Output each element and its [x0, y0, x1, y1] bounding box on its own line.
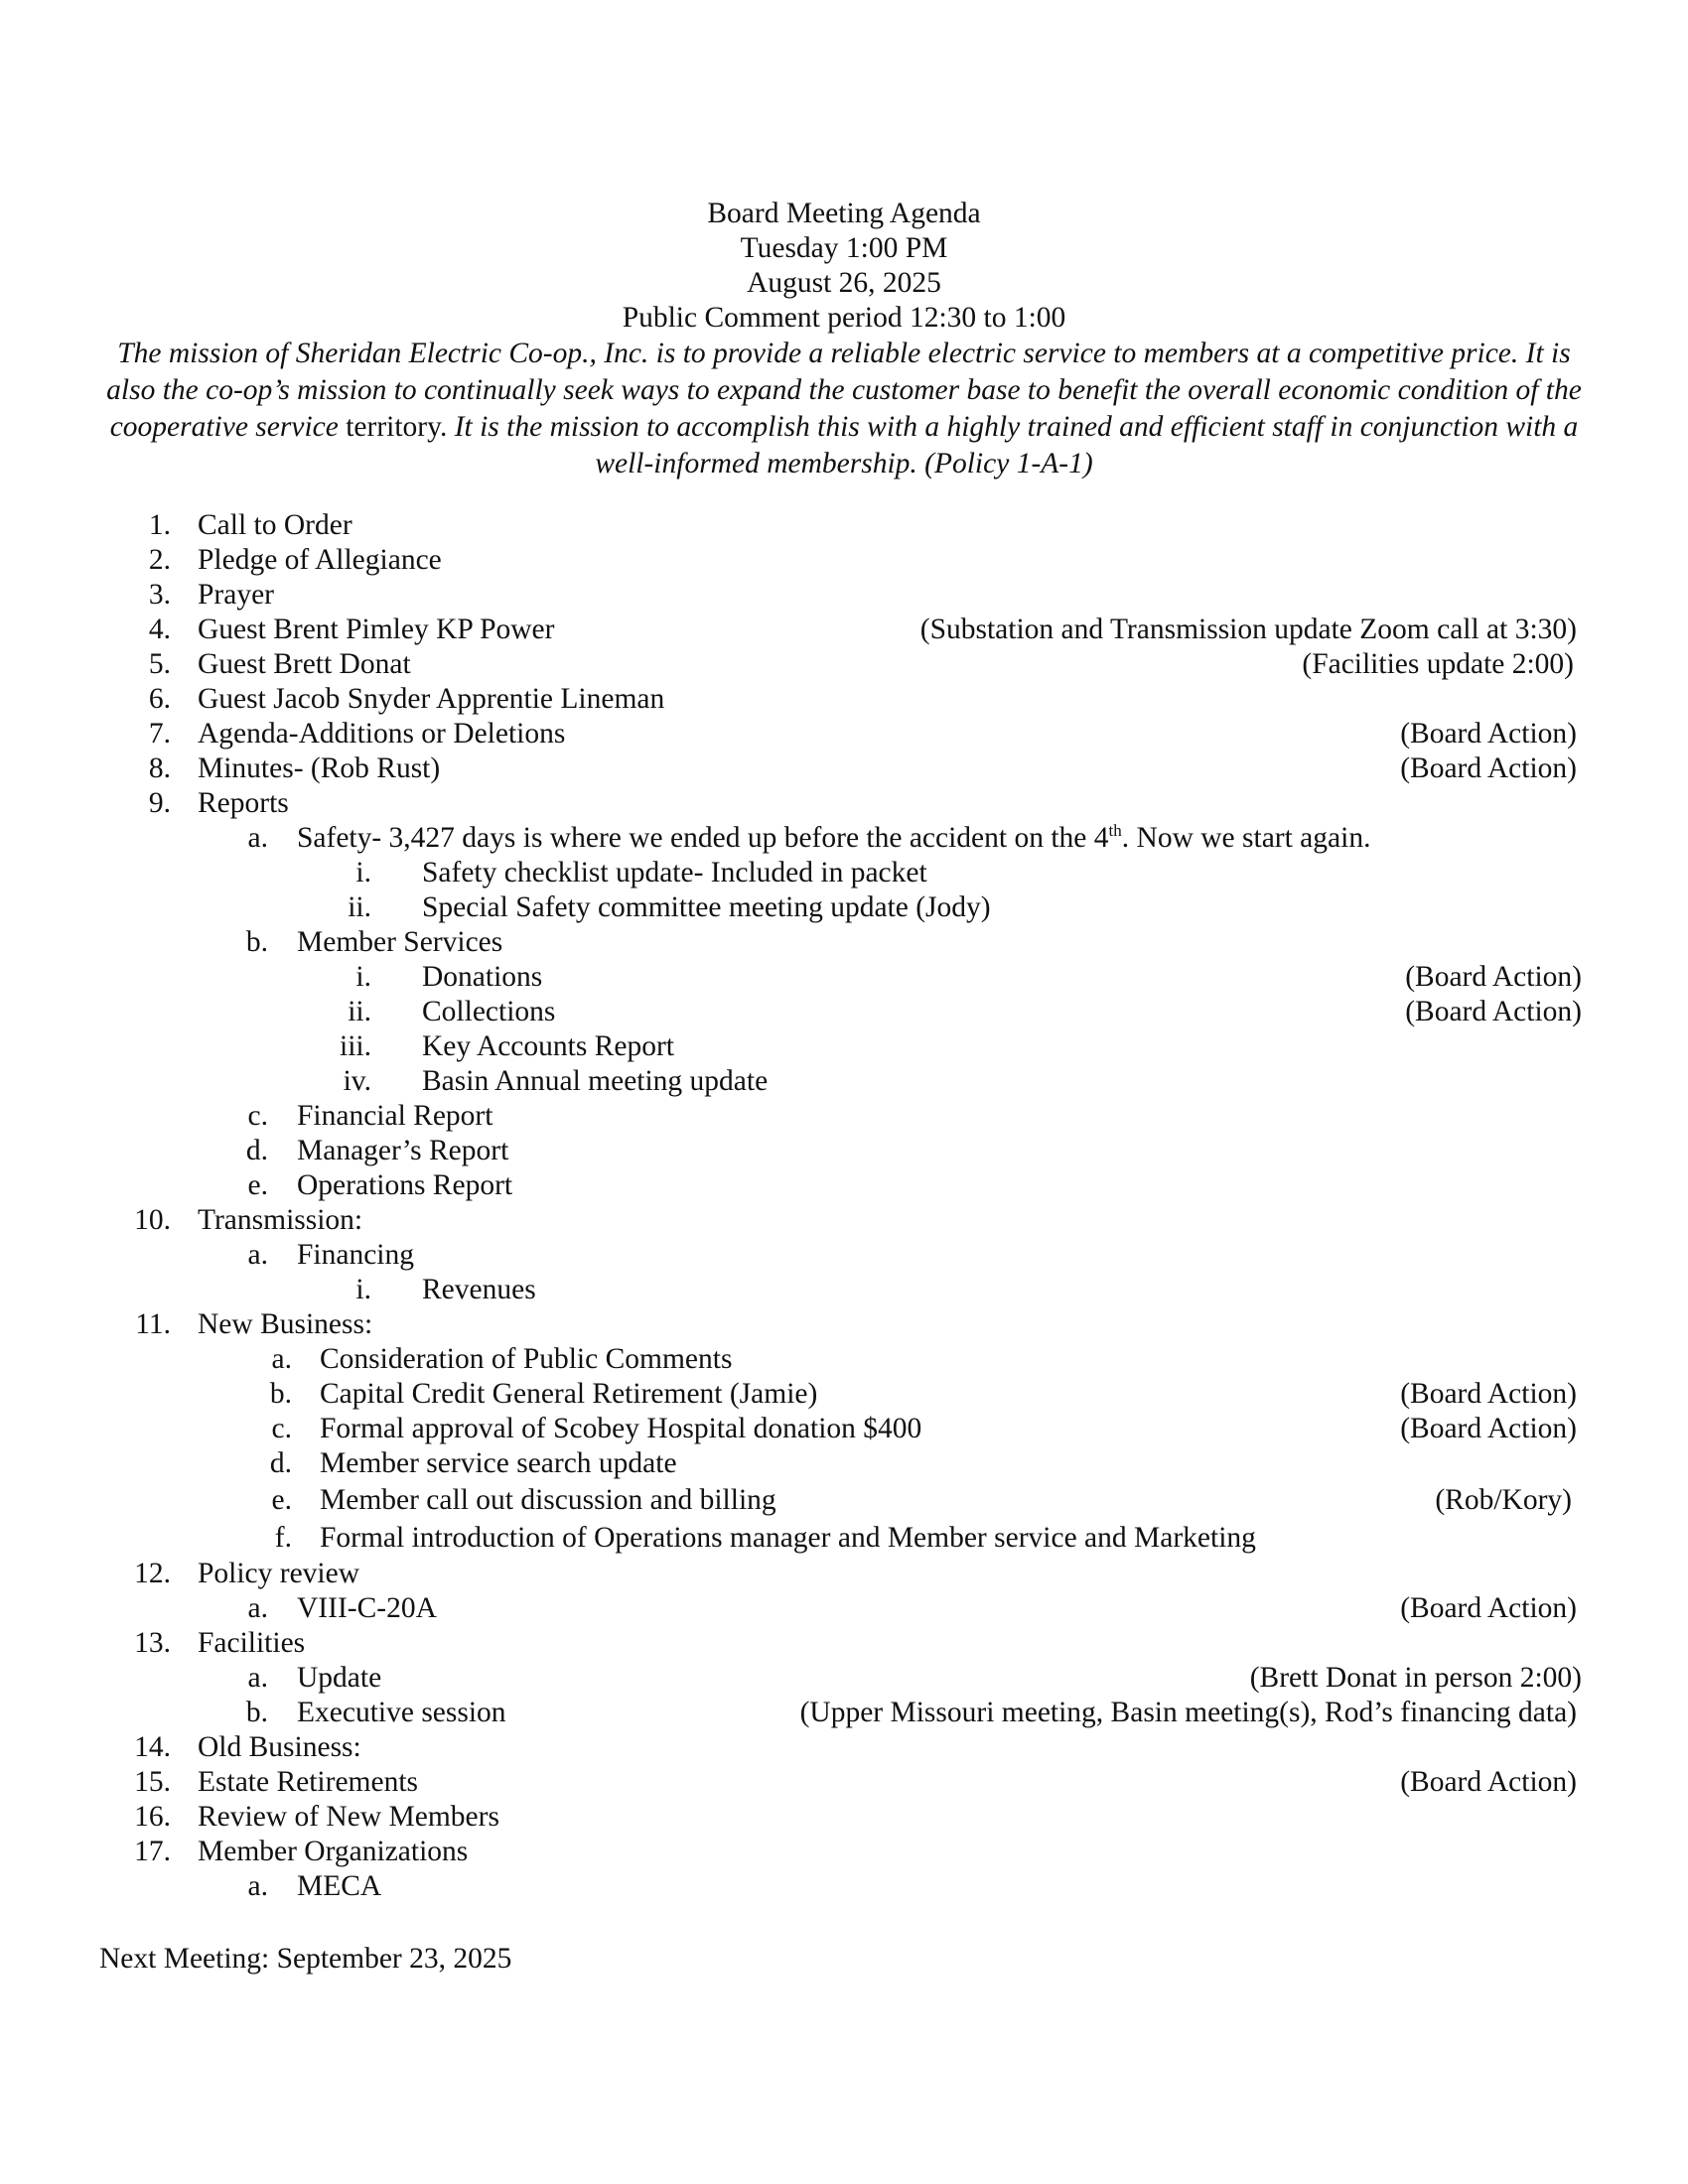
item-text: Special Safety committee meeting update (Jody): [422, 891, 991, 923]
agenda-item-15: [0, 1765, 1688, 1800]
agenda-subitem-9a-ii: [0, 890, 1688, 925]
item-text: Formal approval of Scobey Hospital donation $400: [320, 1413, 922, 1444]
agenda-subitem-9e: [0, 1168, 1688, 1203]
item-text: Financial Report: [297, 1100, 493, 1132]
agenda-subitem-13a: [0, 1661, 1688, 1696]
item-roman: iv.: [343, 1065, 371, 1097]
item-number: 6.: [148, 683, 171, 715]
superscript-suffix: th: [1108, 821, 1122, 840]
item-text: Update: [297, 1662, 382, 1694]
item-number: 5.: [148, 648, 171, 680]
agenda-subitem-9d: [0, 1134, 1688, 1168]
item-number: 4.: [148, 614, 171, 645]
agenda-subitem-9b: [0, 925, 1688, 960]
item-letter: e.: [271, 1484, 292, 1516]
next-meeting-date: Next Meeting: September 23, 2025: [99, 1943, 512, 1975]
item-roman: i.: [355, 961, 371, 993]
agenda-subitem-13b: [0, 1696, 1688, 1730]
mission-statement: [99, 336, 1589, 482]
agenda-item-1: [0, 508, 1688, 543]
item-text: Call to Order: [198, 509, 352, 541]
item-roman: i.: [355, 857, 371, 888]
item-number: 15.: [134, 1766, 171, 1798]
board-action-note: (Board Action): [1405, 996, 1582, 1027]
agenda-item-9: [0, 786, 1688, 821]
agenda-subitem-9b-iii: [0, 1029, 1688, 1064]
item-text: Guest Brett Donat: [198, 648, 411, 680]
agenda-subitem-11f: [0, 1519, 1688, 1557]
agenda-subitem-11d: [0, 1446, 1688, 1481]
agenda-item-2: [0, 543, 1688, 578]
item-text: Formal introduction of Operations manager and Member service and Marketing: [320, 1522, 1256, 1554]
agenda-subitem-11c: [0, 1412, 1688, 1446]
item-text: Transmission:: [198, 1204, 363, 1236]
item-text: Member Organizations: [198, 1836, 469, 1867]
item-text: Executive session: [297, 1697, 506, 1728]
item-text: Manager’s Report: [297, 1135, 509, 1166]
item-text: Estate Retirements: [198, 1766, 418, 1798]
agenda-subitem-11b: [0, 1377, 1688, 1412]
board-action-note: (Board Action): [1405, 961, 1582, 993]
item-letter: a.: [247, 1662, 268, 1694]
item-note: (Facilities update 2:00): [1302, 648, 1574, 680]
item-text: Member Services: [297, 926, 503, 958]
agenda-item-10: [0, 1203, 1688, 1238]
item-note: (Substation and Transmission update Zoom call at 3:30): [919, 614, 1577, 645]
item-number: 10.: [134, 1204, 171, 1236]
item-letter: d.: [245, 1135, 268, 1166]
item-text: New Business:: [198, 1308, 373, 1340]
item-text: Review of New Members: [198, 1801, 499, 1833]
item-roman: i.: [355, 1274, 371, 1305]
item-letter: e.: [247, 1169, 268, 1201]
item-number: 1.: [148, 509, 171, 541]
item-text: Agenda-Additions or Deletions: [198, 718, 566, 750]
item-letter: a.: [247, 1239, 268, 1271]
item-note: (Brett Donat in person 2:00): [1249, 1662, 1582, 1694]
agenda-subitem-9b-i: [0, 960, 1688, 995]
item-text: Facilities: [198, 1627, 306, 1659]
item-letter: b.: [269, 1378, 292, 1410]
item-text: Operations Report: [297, 1169, 513, 1201]
board-action-note: (Board Action): [1400, 1378, 1577, 1410]
document-title: Board Meeting Agenda: [707, 198, 981, 229]
agenda-item-14: [0, 1730, 1688, 1765]
agenda-subitem-11e: [0, 1481, 1688, 1519]
agenda-item-4: [0, 613, 1688, 647]
agenda-subitem-17a: [0, 1869, 1688, 1904]
agenda-subitem-9c: [0, 1099, 1688, 1134]
item-letter: d.: [269, 1447, 292, 1479]
item-text: Guest Brent Pimley KP Power: [198, 614, 555, 645]
item-number: 13.: [134, 1627, 171, 1659]
agenda-item-6: [0, 682, 1688, 717]
agenda-subitem-10a: [0, 1238, 1688, 1273]
agenda-item-3: [0, 578, 1688, 613]
item-text: Basin Annual meeting update: [422, 1065, 769, 1097]
item-text: Key Accounts Report: [422, 1030, 674, 1062]
item-text: Safety checklist update- Included in packet: [422, 857, 927, 888]
item-letter: a.: [247, 822, 268, 854]
agenda-subitem-9a: [0, 821, 1688, 856]
agenda-subitem-9b-ii: [0, 995, 1688, 1029]
item-letter: c.: [247, 1100, 268, 1132]
agenda-item-7: [0, 717, 1688, 751]
item-text: Guest Jacob Snyder Apprentie Lineman: [198, 683, 665, 715]
item-roman: ii.: [348, 996, 371, 1027]
agenda-item-5: [0, 647, 1688, 682]
item-letter: a.: [247, 1870, 268, 1902]
item-number: 12.: [134, 1558, 171, 1589]
item-text: Financing: [297, 1239, 414, 1271]
item-text: MECA: [297, 1870, 382, 1902]
meeting-date: August 26, 2025: [747, 267, 941, 299]
mission-text-part3: It is the mission to accomplish this with a highly trained and efficient staff in conjunction with a well-informed membership. (Policy 1-A-1): [454, 411, 1579, 479]
agenda-subitem-10a-i: [0, 1273, 1688, 1307]
agenda-item-12: [0, 1557, 1688, 1591]
public-comment-period: Public Comment period 12:30 to 1:00: [622, 302, 1066, 334]
board-action-note: (Board Action): [1400, 718, 1577, 750]
board-action-note: (Board Action): [1400, 1766, 1577, 1798]
item-text: Old Business:: [198, 1731, 361, 1763]
item-text: Policy review: [198, 1558, 360, 1589]
item-number: 2.: [148, 544, 171, 576]
agenda-subitem-9a-i: [0, 856, 1688, 890]
item-text: Member service search update: [320, 1447, 677, 1479]
item-roman: iii.: [340, 1030, 371, 1062]
agenda-item-17: [0, 1835, 1688, 1869]
item-text: Capital Credit General Retirement (Jamie): [320, 1378, 818, 1410]
agenda-item-13: [0, 1626, 1688, 1661]
item-text: Pledge of Allegiance: [198, 544, 442, 576]
agenda-item-16: [0, 1800, 1688, 1835]
agenda-subitem-11a: [0, 1342, 1688, 1377]
item-number: 9.: [148, 787, 171, 819]
item-letter: a.: [247, 1592, 268, 1624]
item-letter: b.: [245, 1697, 268, 1728]
item-number: 16.: [134, 1801, 171, 1833]
item-text: Reports: [198, 787, 289, 819]
item-text: Member call out discussion and billing: [320, 1484, 776, 1516]
item-note: (Upper Missouri meeting, Basin meeting(s), Rod’s financing data): [799, 1697, 1577, 1728]
item-roman: ii.: [348, 891, 371, 923]
agenda-item-8: [0, 751, 1688, 786]
item-letter: a.: [271, 1343, 292, 1375]
item-number: 17.: [134, 1836, 171, 1867]
item-text: Donations: [422, 961, 543, 993]
item-letter: b.: [245, 926, 268, 958]
agenda-header: [0, 197, 1688, 336]
item-text: Collections: [422, 996, 556, 1027]
item-letter: f.: [274, 1522, 292, 1554]
mission-text-part2: territory.: [346, 411, 448, 443]
board-action-note: (Board Action): [1400, 752, 1577, 784]
item-number: 11.: [135, 1308, 171, 1340]
item-number: 3.: [148, 579, 171, 611]
item-text: Revenues: [422, 1274, 536, 1305]
item-text: Minutes- (Rob Rust): [198, 752, 441, 784]
board-action-note: (Board Action): [1400, 1413, 1577, 1444]
item-note: (Rob/Kory): [1435, 1484, 1572, 1516]
item-text: Prayer: [198, 579, 274, 611]
board-action-note: (Board Action): [1400, 1592, 1577, 1624]
agenda-subitem-12a: [0, 1591, 1688, 1626]
item-text: VIII-C-20A: [297, 1592, 437, 1624]
item-text: Consideration of Public Comments: [320, 1343, 733, 1375]
item-number: 7.: [148, 718, 171, 750]
meeting-day-time: Tuesday 1:00 PM: [740, 232, 948, 264]
agenda-list: [0, 508, 1688, 1904]
agenda-subitem-9b-iv: [0, 1064, 1688, 1099]
mission-text-part1: The mission of Sheridan Electric Co-op., Inc. is to provide a reliable electric service to members at a competitive price. It is also the co-op’s mission to continually seek ways to expand the customer base to benefit the overall economic condition of the cooperative service: [106, 338, 1582, 443]
item-letter: c.: [271, 1413, 292, 1444]
agenda-item-11: [0, 1307, 1688, 1342]
item-number: 8.: [148, 752, 171, 784]
item-number: 14.: [134, 1731, 171, 1763]
item-text: Safety- 3,427 days is where we ended up before the accident on the 4th. Now we start again.: [297, 821, 1371, 854]
